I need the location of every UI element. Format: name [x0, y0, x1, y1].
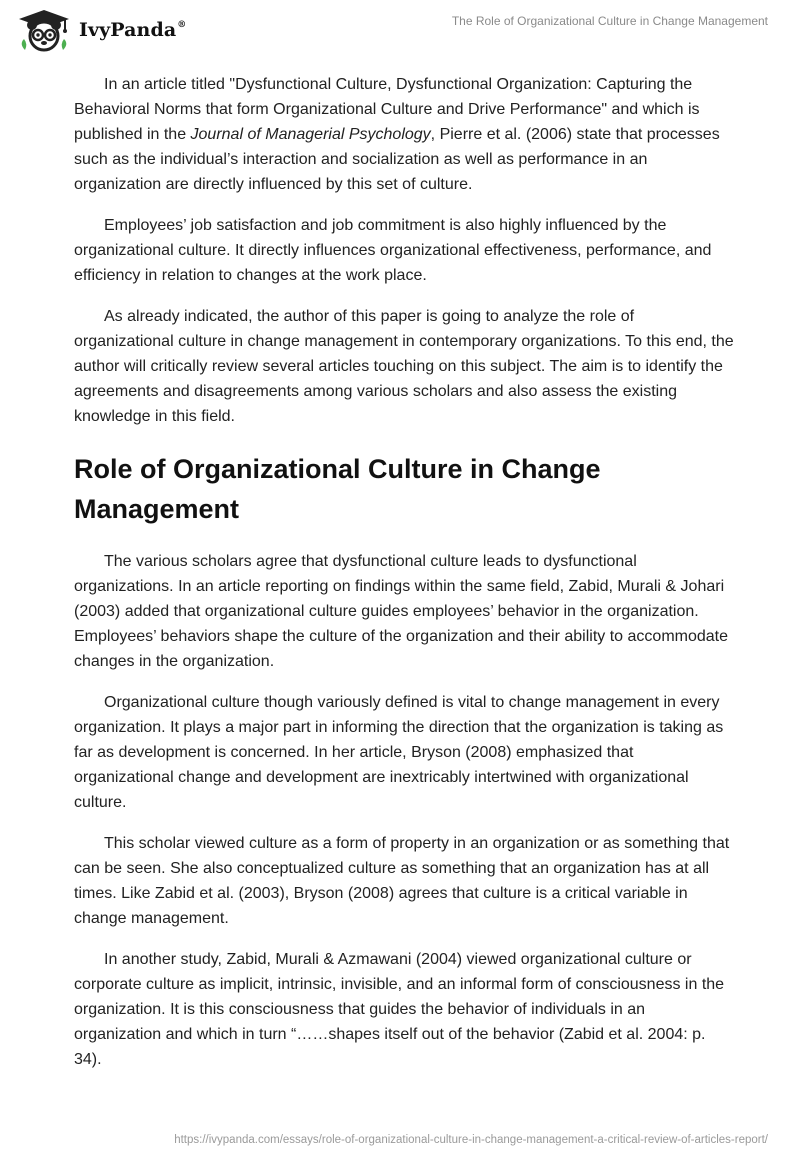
paragraph-7: In another study, Zabid, Murali & Azmawani (2004) viewed organizational culture or corporate culture as implicit, intrinsic, invisible, and an informal form of consciousness in the organization. It is this consciousness that guides the behavior of individuals in an organization and which in turn “……shapes itself out of the behavior (Zabid et al. 2004: p. 34). — [74, 951, 725, 1068]
paragraph-1: In an article titled "Dysfunctional Culture, Dysfunctional Organization: Capturing the Behavioral Norms that form Organizational Culture and Drive Performance" and which is published in the Journal of Managerial Psychology, Pierre et al. (2006) state that processes such as the individual’s interaction and socialization as well as performance in an organization are directly influenced by this set of culture. — [74, 76, 720, 193]
paragraph-2: Employees’ job satisfaction and job commitment is also highly influenced by the organizational culture. It directly influences organizational effectiveness, performance, and efficiency in relation to changes at the work place. — [74, 217, 712, 284]
section-heading: Role of Organizational Culture in Change Management — [74, 454, 601, 524]
paragraph-3: As already indicated, the author of this paper is going to analyze the role of organizational culture in change management in contemporary organizations. To this end, the author will critically review several articles touching on this subject. The aim is to identify the agreements and disagreements among various scholars and also assess the existing knowledge in this field. — [74, 308, 734, 425]
panda-graduate-icon — [15, 8, 73, 52]
paragraph-5: Organizational culture though variously defined is vital to change management in every organization. It plays a major part in informing the direction that the organization is taking as far as development is concerned. In her article, Bryson (2008) emphasized that organizational change and development are inextricably intertwined with organizational culture. — [74, 694, 724, 811]
logo-wordmark: IvyPanda® — [79, 19, 187, 41]
document-title: The Role of Organizational Culture in Change Management — [451, 14, 768, 28]
paragraph-6: This scholar viewed culture as a form of property in an organization or as something that can be seen. She also conceptualized culture as something that an organization has at all times. Like Zabid et al. (2003), Bryson (2008) agrees that culture is a critical variable in change management. — [74, 835, 730, 927]
essay-body — [74, 72, 734, 1088]
paragraph-4: The various scholars agree that dysfunctional culture leads to dysfunctional organizations. In an article reporting on findings within the same field, Zabid, Murali & Johari (2003) added that organizational culture guides employees’ behavior in the organization. Employees’ behaviors shape the culture of the organization and their ability to accommodate changes in the organization. — [74, 553, 729, 670]
source-url[interactable]: https://ivypanda.com/essays/role-of-organizational-culture-in-change-management-a-critical-review-of-articles-report/ — [174, 1134, 768, 1146]
registered-mark: ® — [177, 20, 187, 30]
journal-title: Journal of Managerial Psychology — [190, 126, 431, 143]
page-header — [0, 0, 800, 60]
ivypanda-logo[interactable] — [15, 8, 186, 52]
